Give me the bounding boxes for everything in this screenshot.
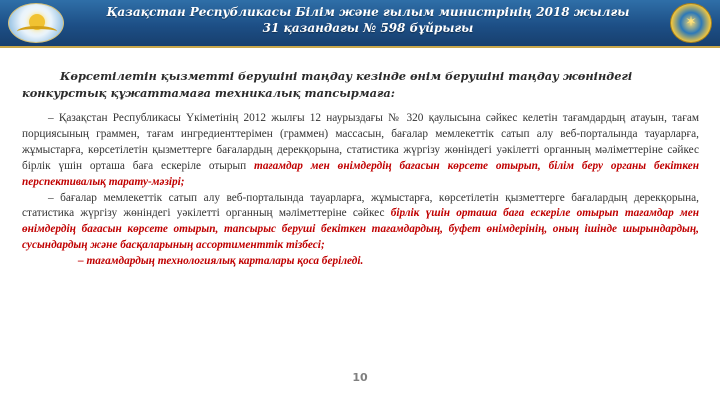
paragraph-1 xyxy=(22,111,699,191)
paragraph-2-emphasis: бірлік үшін орташа баға ескеріле отырып тағамдар мен өнімдердің бағасын көрсете отырып, тапсырыс беруші бекіткен тағамдардың, буфет өнімдерінің, оның ішінде шырындардың, сусындардың және басқаларының ассортименттік тізбесі; xyxy=(22,207,699,252)
state-emblem-icon xyxy=(670,3,712,43)
paragraph-1-emphasis: тағамдар мен өнімдердің бағасын көрсете отырып, білім беру органы бекіткен перспективалық тарату-мәзірі; xyxy=(22,159,699,188)
body-text xyxy=(22,111,699,270)
subtitle-line1: Көрсетілетін қызметті берушіні таңдау кезінде өнім берушіні таңдау жөніндегі xyxy=(60,69,633,83)
paragraph-2-text: – бағалар мемлекеттік сатып алу веб-порталында тауарларға, жұмыстарға, көрсетілетін қызметтерге бағалардың дерекқорына, статистика жүргізу жөніндегі уәкілетті органның мәліметтеріне сәйкес xyxy=(22,191,699,220)
header-title xyxy=(76,4,660,36)
final-line: – тағамдардың технологиялық карталары қоса беріледі. xyxy=(78,255,364,268)
education-emblem-icon xyxy=(8,3,64,43)
paragraph-1-text: – Қазақстан Республикасы Үкіметінің 2012 жылғы 12 наурыздағы № 320 қаулысына сәйкес келетін тағамдардың атауын, тағам порциясының граммен, тағам ингредиенттерімен (граммен) массасын, бағалар мемлекеттік сатып алу веб-порталында тауарларға, жұмыстарға, көрсетілетін қызметтерге бағалардың дерекқорына, статистика жүргізу жөніндегі уәкілетті органның мәліметтеріне сәйкес бірлік үшін орташа баға ескеріле отырып xyxy=(22,112,699,172)
header-title-line1: Қазақстан Республикасы Білім және ғылым министрінің 2018 жылғы xyxy=(106,5,630,19)
subtitle-line2: конкурстық құжаттамаға техникалық тапсырмаға: xyxy=(22,86,395,100)
subtitle xyxy=(22,68,698,102)
header-title-line2: 31 қазандағы № 598 бұйрығы xyxy=(262,21,474,35)
bird-shape xyxy=(17,26,57,37)
header-bar xyxy=(0,0,720,48)
star-icon: ✶ xyxy=(685,14,697,30)
page-number: 10 xyxy=(352,371,368,384)
paragraph-2 xyxy=(22,191,699,255)
